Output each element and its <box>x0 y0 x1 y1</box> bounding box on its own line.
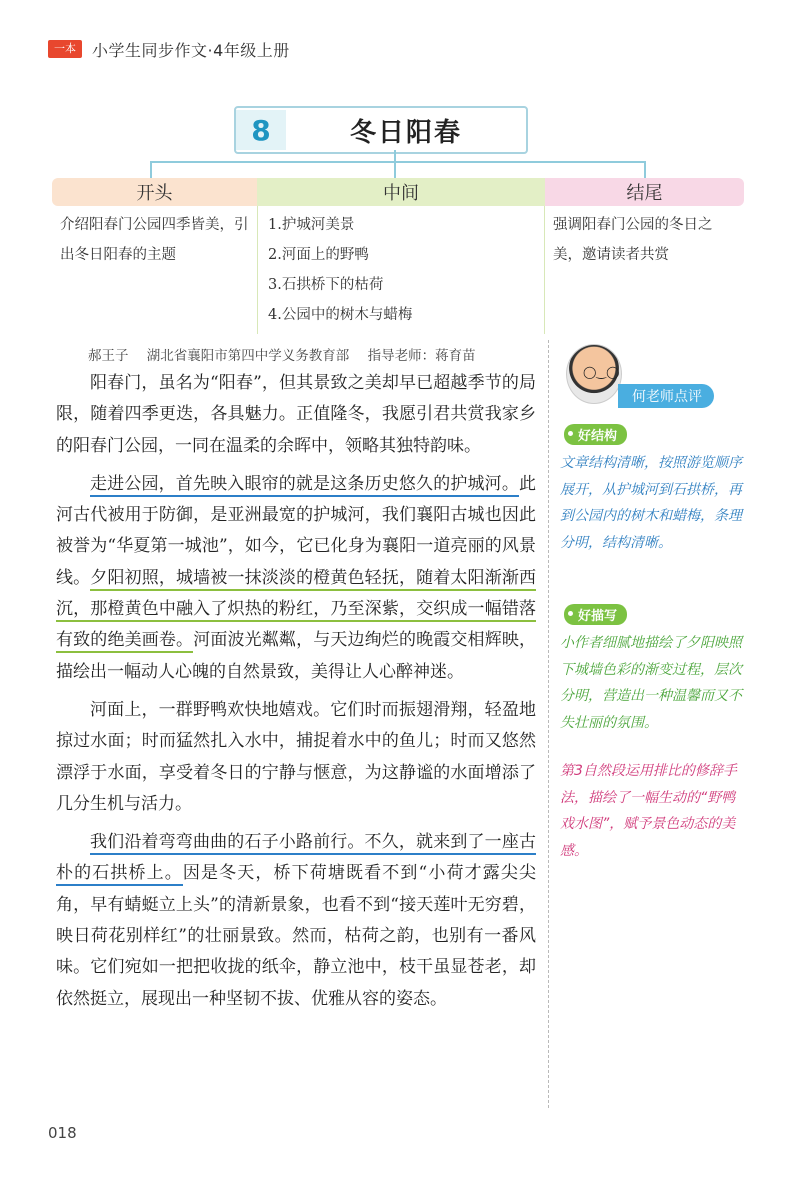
advisor-name: 指导老师：蒋育苗 <box>367 348 476 364</box>
tag-good-description: 好描写 <box>564 604 627 625</box>
tag-good-structure: 好结构 <box>564 424 627 445</box>
outline-connector-horizontal <box>150 161 645 163</box>
essay-title: 冬日阳春 <box>349 117 462 148</box>
highlight-description: 夕阳初照，城墙被一抹淡淡的橙黄色轻抚，随着太阳渐渐西沉，那橙黄色中融入了炽热的粉红，乃至深紫，交织成一幅错落有致的绝美画卷。 <box>56 568 536 654</box>
outline-middle <box>257 178 545 323</box>
series-badge: 一本 <box>48 40 82 58</box>
note-description: 小作者细腻地描绘了夕阳映照下城墙色彩的渐变过程，层次分明，营造出一种温馨而又不失壮丽的氛围。 <box>560 635 742 731</box>
outline-start-heading: 开头 <box>52 178 257 206</box>
paragraph-4-text: 因是冬天，桥下荷塘既看不到“小荷才露尖尖角，早有蜻蜓立上头”的清新景象，也看不到“接天莲叶无穷碧，映日荷花别样红”的壮丽景致。然而，枯荷之韵，也别有一番风味。它们宛如一把把收拢的纸伞，静立池中，枝干虽显苍老，却依然挺立，展现出一种坚韧不拔、优雅从容的姿态。 <box>56 863 536 1009</box>
sidebar-divider <box>548 340 549 1108</box>
note-structure: 文章结构清晰，按照游览顺序展开，从护城河到石拱桥，再到公园内的树木和蜡梅，条理分明，结构清晰。 <box>560 455 742 551</box>
paragraph-2 <box>56 469 536 688</box>
teacher-comment-header <box>562 344 742 406</box>
essay-body <box>56 368 536 1015</box>
highlight-structure: 走进公园，首先映入眼帘的就是这条历史悠久的护城河。 <box>90 474 519 497</box>
author-school: 湖北省襄阳市第四中学义务教育部 <box>146 348 350 364</box>
outline-start <box>52 178 257 320</box>
outline-middle-item: 2.河面上的野鸭 <box>268 247 369 263</box>
teacher-label: 何老师点评 <box>618 384 714 408</box>
paragraph-2-text-end: 河面波光粼粼，与天边绚烂的晚霞交相辉映，描绘出一幅动人心魄的自然景致，美得让人心醉神迷。 <box>56 630 537 682</box>
page-number: 018 <box>48 1124 77 1142</box>
paragraph-3: 河面上，一群野鸭欢快地嬉戏。它们时而振翅滑翔，轻盈地掠过水面；时而猛然扎入水中，捕捉着水中的鱼儿；时而又悠然漂浮于水面，享受着冬日的宁静与惬意，为这静谧的水面增添了几分生机与活力。 <box>56 699 536 814</box>
outline-middle-heading: 中间 <box>257 178 545 206</box>
outline-connector-middle <box>394 161 396 178</box>
paragraph-2-text: 此河古代被用于防御，是亚洲最宽的护城河，我们襄阳古城也因此被誉为“华夏第一城池”，如今，它已化身为襄阳一道亮丽的风景线。 <box>56 473 536 588</box>
paragraph-4 <box>56 827 536 1015</box>
essay-title-box <box>234 106 528 154</box>
outline-end <box>545 178 744 320</box>
outline-connector-left <box>150 161 152 178</box>
outline-connector-right <box>644 161 646 178</box>
highlight-structure-2: 我们沿着弯弯曲曲的石子小路前行。不久，就来到了一座古朴的石拱桥上。 <box>56 832 536 886</box>
byline <box>88 344 490 364</box>
outline-end-heading: 结尾 <box>545 178 744 206</box>
outline-middle-item: 3.石拱桥下的枯荷 <box>268 277 384 293</box>
outline-middle-list <box>257 206 545 334</box>
essay-outline <box>52 178 744 323</box>
paragraph-1: 阳春门，虽名为“阳春”，但其景致之美却早已超越季节的局限，随着四季更迭，各具魅力。正值隆冬，我愿引君共赏我家乡的阳春门公园，一同在温柔的余晖中，领略其独特韵味。 <box>56 373 536 456</box>
outline-end-text: 强调阳春门公园的冬日之美，邀请读者共赏 <box>553 217 713 263</box>
essay-number: 8 <box>236 110 286 150</box>
outline-middle-item: 1.护城河美景 <box>268 217 355 233</box>
author-name: 郝王子 <box>88 348 129 364</box>
glasses-icon: ◯‿◯ <box>583 365 620 379</box>
book-title: 小学生同步作文·4年级上册 <box>92 40 290 60</box>
outline-middle-item: 4.公园中的树木与蜡梅 <box>268 307 413 323</box>
page-header <box>48 38 290 60</box>
teacher-avatar <box>566 344 622 404</box>
outline-start-text: 介绍阳春门公园四季皆美，引出冬日阳春的主题 <box>60 217 249 263</box>
note-rhetoric: 第3自然段运用排比的修辞手法，描绘了一幅生动的“野鸭戏水图”，赋予景色动态的美感。 <box>560 763 737 859</box>
